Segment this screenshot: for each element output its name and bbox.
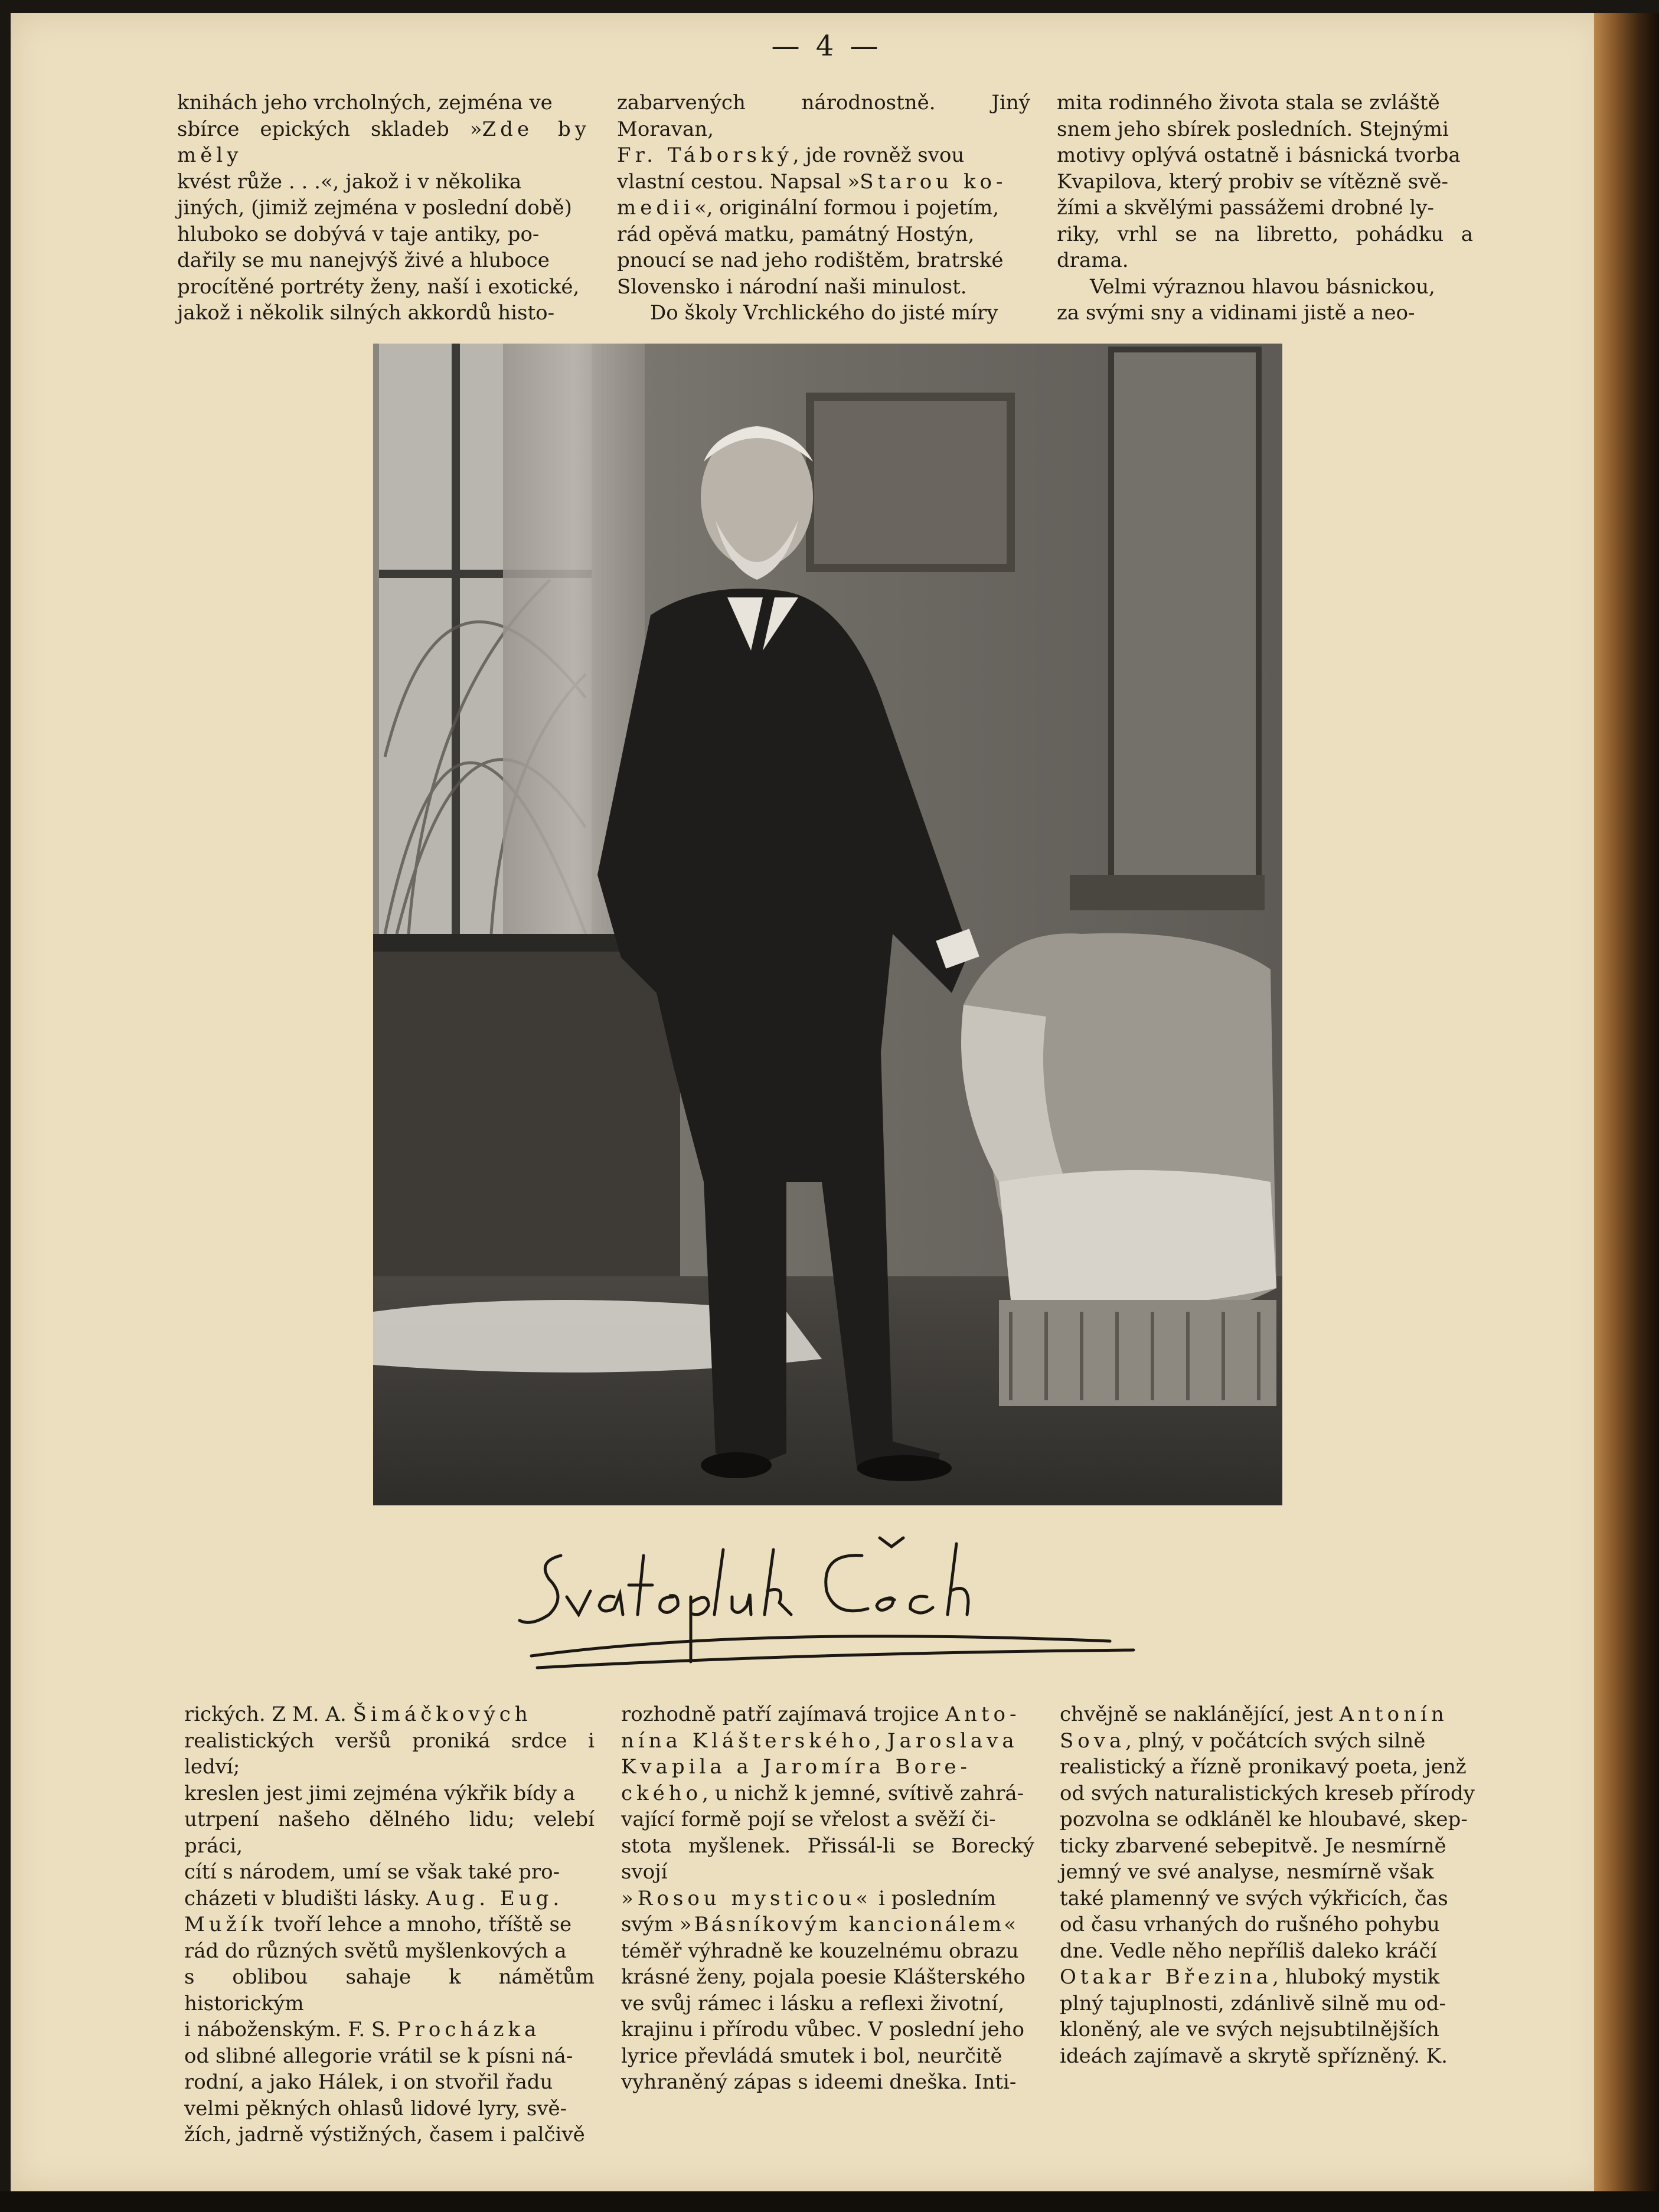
text-line: cítí s národem, umí se však také pro- [184,1860,560,1884]
text-line: rád opěvá matku, památný Hostýn, [617,222,975,246]
text-line [617,142,1030,169]
text-line: od času vrhaných do rušného pohybu [1060,1913,1440,1936]
text-column-bottom-middle [621,1701,1034,2096]
text-line: realistický a řízně pronikavý poeta, jenž [1060,1755,1467,1779]
text-line [184,2017,595,2043]
text-fragment: chvějně se naklánějící, jest [1060,1703,1340,1726]
text-line [184,1912,595,1938]
text-fragment: tvoří lehce a mnoho, tříště se [267,1913,572,1936]
text-line: ve svůj rámec i lásku a reflexi životní, [621,1991,1005,2015]
text-line: Velmi výraznou hlavou básnickou, [1090,275,1435,299]
text-fragment: i posledním [872,1886,997,1910]
text-line: knihách jeho vrcholných, zejména ve [177,91,553,115]
text-line [621,1701,1034,1728]
spaced-title: Zde by měly [177,117,590,167]
text-fragment: vlastní cestou. Napsal » [617,169,860,194]
text-column-top-right [1057,90,1473,326]
text-line: plný tajuplnosti, zdánlivě silně mu od- [1060,1991,1446,2015]
text-line: s oblibou sahaje k námětům historickým [184,1965,595,2015]
text-line: mita rodinného života stala se zvláště [1057,91,1440,115]
text-line [1060,1701,1476,1728]
text-line: ticky zbarvené sebepitvě. Je nesmírně [1060,1834,1446,1858]
text-line: motivy oplývá ostatně i básnická tvorba [1057,143,1461,167]
text-fragment: , jde rovněž svou [792,143,965,167]
text-line: Kvapilova, který probiv se vítězně svě- [1057,169,1448,194]
text-line [177,116,590,169]
spaced-name: Šimáčkových [352,1703,532,1726]
text-line [617,169,1030,195]
text-line: procítěné portréty ženy, naší i exotické, [177,275,580,299]
text-line [621,1754,1034,1780]
spaced-name: Sova [1060,1729,1126,1753]
text-fragment: , [874,1729,887,1753]
text-line [1060,1728,1476,1754]
text-line [621,1728,1034,1754]
portrait-photograph [373,344,1282,1505]
text-line: Slovensko i národní naši minulost. [617,275,967,299]
spaced-name: Kvapila a Jaromíra Bore- [621,1755,971,1779]
text-line: lyrice převládá smutek i bol, neurčitě [621,2044,1002,2068]
text-line: rodní, a jako Hálek, i on stvořil řadu [184,2070,553,2094]
text-fragment: svým [621,1913,680,1936]
text-line [621,1912,1034,1938]
text-line: jakož i několik silných akkordů histo- [177,301,555,325]
text-fragment: rozhodně patří zajímavá trojice [621,1703,946,1726]
text-fragment: , hluboký mystik [1272,1965,1440,1989]
text-line: za svými sny a vidinami jistě a neo- [1057,301,1415,325]
text-line: žích, jadrně výstižných, časem i palčivě [184,2123,585,2146]
text-line: od slibné allegorie vrátil se k písni ná- [184,2044,573,2068]
spaced-name: nína Klášterského [621,1729,875,1753]
spaced-name: Mužík [184,1913,268,1936]
text-line: pozvolna se odkláněl ke hloubavé, skep- [1060,1808,1468,1831]
text-column-top-left [177,90,590,326]
text-line: snem jeho sbírek posledních. Stejnými [1057,117,1449,141]
text-line [617,195,1030,221]
spaced-name: Aug. Eug. [426,1886,564,1910]
text-line: vající formě pojí se vřelost a svěží či- [621,1808,996,1831]
spaced-name: Otakar Březina [1060,1965,1273,1989]
text-line: hluboko se dobývá v taje antiky, po- [177,222,540,246]
text-line: jiných, (jimiž zejména v poslední době) [177,196,572,220]
text-line: žími a skvělými passážemi drobné ly- [1057,196,1434,220]
text-line [184,1886,595,1912]
page-number: — 4 — [771,30,882,63]
text-line: Do školy Vrchlického do jisté míry [650,301,998,325]
scan-bottom-edge [0,2191,1659,2212]
text-line: kloněný, ale ve svých nejsubtilnějších [1060,2018,1439,2041]
text-line: riky, vrhl se na libretto, pohádku a drama. [1057,222,1473,272]
text-line [621,1780,1034,1807]
text-line: jemný ve své analyse, nesmírně však [1060,1860,1434,1884]
spaced-name: Fr. Táborský [617,143,793,167]
text-line [184,1701,595,1728]
text-line: rád do různých světů myšlenkových a [184,1939,567,1963]
book-spine [1594,13,1659,2212]
text-line: stota myšlenek. Přissál-li se Borecký svojí [621,1834,1034,1884]
text-line: kreslen jest jimi zejména výkřik bídy a [184,1781,576,1805]
text-line: ideách zajímavě a skrytě spřízněný. K. [1060,2044,1448,2068]
signature-svatopluk-cech [514,1520,1151,1697]
handwritten-signature [514,1520,1151,1697]
spaced-name: Procházka [397,2018,541,2041]
text-line: realistických veršů proniká srdce i ledví; [184,1729,595,1779]
text-line [621,1886,1034,1912]
text-line: zabarvených národnostně. Jiný Moravan, [617,91,1030,141]
spaced-name: Jaroslava [887,1729,1018,1753]
text-fragment: i náboženským. F. S. [184,2018,397,2041]
text-column-bottom-left [184,1701,595,2148]
spaced-title: »Básníkovým kancionálem« [679,1913,1019,1936]
text-fragment: , u nichž k jemné, svítivě zahrá- [702,1781,1024,1805]
text-fragment: , plný, v počátcích svých silně [1125,1729,1426,1753]
text-fragment: «, originální formou i pojetím, [694,196,1000,220]
spaced-name: ckého [621,1781,703,1805]
text-line: pnoucí se nad jeho rodištěm, bratrské [617,249,1004,272]
text-line: kvést růže . . .«, jakož i v několika [177,169,522,194]
text-line: téměř výhradně ke kouzelnému obrazu [621,1939,1019,1963]
text-line [1060,1964,1476,1991]
text-fragment: cházeti v bludišti lásky. [184,1886,420,1910]
text-line: také plamenný ve svých výkřicích, čas [1060,1886,1448,1910]
portrait-photo-illustration [373,344,1282,1505]
spaced-name: Anto- [945,1703,1021,1726]
spaced-title: »Rosou mysticou« [621,1886,873,1910]
text-line: vyhraněný zápas s ideemi dneška. Inti- [621,2070,1017,2094]
text-line: dařily se mu nanejvýš živé a hluboce [177,249,550,272]
spaced-title: medii [617,196,694,220]
text-line: velmi pěkných ohlasů lidové lyry, svě- [184,2096,567,2120]
text-line: od svých naturalistických kreseb přírody [1060,1781,1475,1805]
text-column-bottom-right [1060,1701,1476,2069]
spaced-title: Starou ko- [860,169,1007,194]
spaced-name: Antonín [1339,1703,1448,1726]
text-line: krásné ženy, pojala poesie Klášterského [621,1965,1026,1989]
text-line: utrpení našeho dělného lidu; velebí práci, [184,1808,595,1858]
text-column-top-middle [617,90,1030,326]
text-line: krajinu i přírodu vůbec. V poslední jeho [621,2018,1024,2041]
text-fragment: rických. Z M. A. [184,1703,353,1726]
text-fragment: sbírce epických skladeb » [177,117,482,141]
text-line: dne. Vedle něho nepříliš daleko kráčí [1060,1939,1437,1963]
